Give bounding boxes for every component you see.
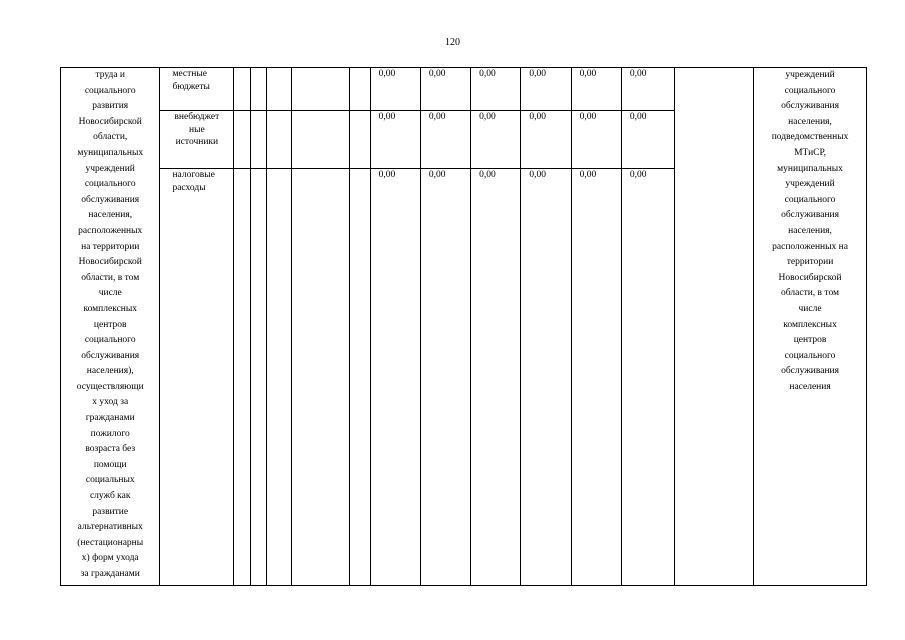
source-label: налоговые расходы: [172, 170, 215, 193]
right-description: учреждений социального обслуживания населения, подведомственных МТиСР, муниципальных учреждений социального обслуживания населения, расположенных на территории Новосибирской области, в том числе комплексных центров социального обслуживания населения: [771, 70, 849, 392]
empty-cell: [234, 68, 250, 111]
value: 0,00: [479, 69, 496, 79]
value-cell: [420, 111, 470, 169]
source-cell: [160, 169, 234, 586]
value-cell: [521, 111, 571, 169]
value: 0,00: [529, 112, 546, 122]
empty-cell: [350, 169, 371, 586]
value: 0,00: [529, 69, 546, 79]
value-cell: [471, 169, 521, 586]
value: 0,00: [529, 170, 546, 180]
empty-cell: [267, 111, 292, 169]
value: 0,00: [629, 170, 647, 180]
value-cell: [521, 68, 571, 111]
value-cell: [420, 169, 470, 586]
empty-cell: [267, 68, 292, 111]
value: 0,00: [629, 112, 647, 122]
value-cell: [370, 68, 420, 111]
source-cell: [160, 111, 234, 169]
table-row: [61, 68, 867, 111]
source-cell: [160, 68, 234, 111]
empty-cell: [234, 169, 250, 586]
value-cell: [471, 68, 521, 111]
value: 0,00: [428, 69, 446, 79]
value: 0,00: [378, 69, 396, 79]
value-cell: [471, 111, 521, 169]
empty-cell: [350, 68, 371, 111]
value: 0,00: [378, 170, 396, 180]
value: 0,00: [579, 69, 597, 79]
source-label: местные бюджеты: [172, 69, 210, 92]
page-number: 120: [445, 37, 460, 48]
empty-cell: [234, 111, 250, 169]
source-label: внебюджет ные источники: [174, 112, 220, 147]
value-cell: [621, 111, 674, 169]
empty-cell: [250, 111, 266, 169]
value-cell: [571, 68, 621, 111]
value-cell: [420, 68, 470, 111]
value-cell: [621, 68, 674, 111]
value: 0,00: [479, 112, 496, 122]
value: 0,00: [479, 170, 496, 180]
value-cell: [370, 111, 420, 169]
empty-cell: [291, 68, 349, 111]
empty-cell: [250, 68, 266, 111]
empty-cell: [291, 111, 349, 169]
value-cell: [571, 111, 621, 169]
value: 0,00: [629, 69, 647, 79]
value: 0,00: [428, 170, 446, 180]
empty-cell: [675, 68, 754, 586]
value: 0,00: [428, 112, 446, 122]
value: 0,00: [579, 112, 597, 122]
value-cell: [571, 169, 621, 586]
right-description-cell: [754, 68, 867, 586]
value-cell: [370, 169, 420, 586]
left-description-cell: [61, 68, 160, 586]
empty-cell: [267, 169, 292, 586]
value: 0,00: [378, 112, 396, 122]
empty-cell: [250, 169, 266, 586]
empty-cell: [291, 169, 349, 586]
empty-cell: [350, 111, 371, 169]
value: 0,00: [579, 170, 597, 180]
value-cell: [521, 169, 571, 586]
program-table: [60, 67, 867, 586]
value-cell: [621, 169, 674, 586]
left-description: труда и социального развития Новосибирской области, муниципальных учреждений социального обслуживания населения, расположенных на территории Новосибирской области, в том числе комплексных центров социального обслуживания населения), осуществляющи х уход за гражданами пожилого возраста без помощи социальных служб как развитие альтернативных (нестационарны х) форм ухода за гражданами: [76, 70, 144, 579]
